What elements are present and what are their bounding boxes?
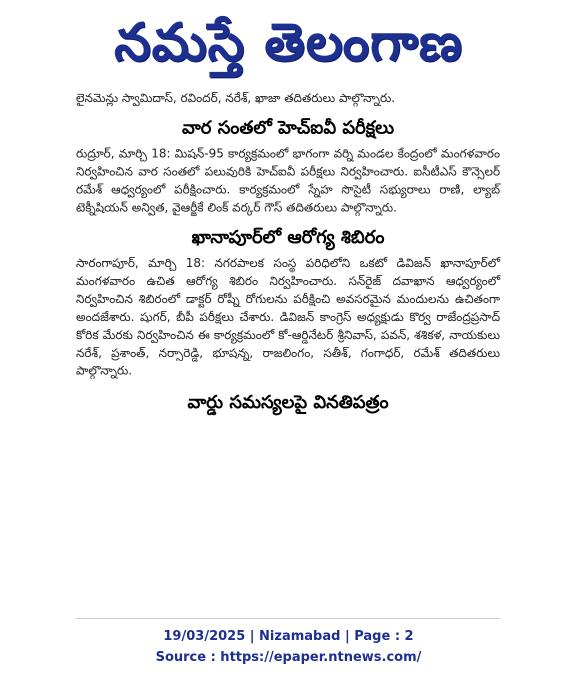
source-url-line: Source : https://epaper.ntnews.com/ bbox=[155, 650, 422, 665]
cut-off-headline: వార్డు సమస్యలపై వినతిపత్రం bbox=[187, 391, 389, 413]
lead-paragraph: లైనమెన్లు స్వామిదాస్, రవిందర్, నరేశ్, ఖాజా తదితరులు పాల్గొన్నారు. bbox=[76, 91, 396, 106]
edition-date-line: 19/03/2025 | Nizamabad | Page : 2 bbox=[163, 629, 414, 644]
story-2-headline: ఖానాపూర్‌లో ఆరోగ్య శిబిరం bbox=[191, 226, 385, 248]
article-column bbox=[76, 90, 501, 413]
story-2-body: సారంగాపూర్, మార్చి 18: నగరపాలక సంస్థ పరిధిలోని ఒకటో డివిజన్ ఖానాపూర్‌లో మంగళవారం ఉచిత ఆరోగ్య శిబిరం నిర్వహించారు. సన్‌రైజ్ దవాఖాన ఆధ్వర్యంలో నిర్వహించిన శిబిరంలో డాక్టర్ రోష్నీ రోగులను పరీక్షించి అవసరమైన మందులను ఉచితంగా అందజేశారు. షుగర్, బీపీ పరీక్షలు చేశారు. డివిజన్ కాంగ్రెస్ అధ్యక్షుడు కొర్వ రాజేంద్రప్రసాద్ కోరిక మేరకు నిర్వహించిన ఈ కార్యక్రమంలో కో-ఆర్డినేటర్ శ్రీనివాస్, పవన్, శశికళ, నాయకులు నరేశ్, ప్రశాంత్, నర్సారెడ్డి, భూషన్న, రాజలింగం, సతీశ్, గంగాధర్, రమేశ్ తదితరులు పాల్గొన్నారు. bbox=[76, 256, 501, 379]
story-1-headline: వార సంతలో హెచ్ఐవీ పరీక్షలు bbox=[181, 117, 395, 138]
story-1-body: రుద్రూర్, మార్చి 18: మిషన్-95 కార్యక్రమంలో భాగంగా వర్ని మండల కేంద్రంలో మంగళవారం నిర్వహించిన వార సంతలో పలువురికి హెచ్ఐవీ పరీక్షలు నిర్వహించారు. ఐసీటీఎస్ కౌన్సెలర్ రమేశ్ ఆధ్వర్యంలో పరీక్షించారు. కార్యక్రమంలో స్నేహ సొసైటీ సభ్యురాలు రాణి, ల్యాబ్ టెక్నీషియన్ అన్విత, వైఆర్జీకే లింక్ వర్కర్ గౌస్ తదితరులు పాల్గొన్నారు. bbox=[76, 147, 501, 215]
newspaper-masthead: నమస్తే తెలంగాణ bbox=[114, 13, 463, 73]
article-clipping bbox=[76, 90, 500, 606]
footer-divider bbox=[76, 618, 500, 619]
